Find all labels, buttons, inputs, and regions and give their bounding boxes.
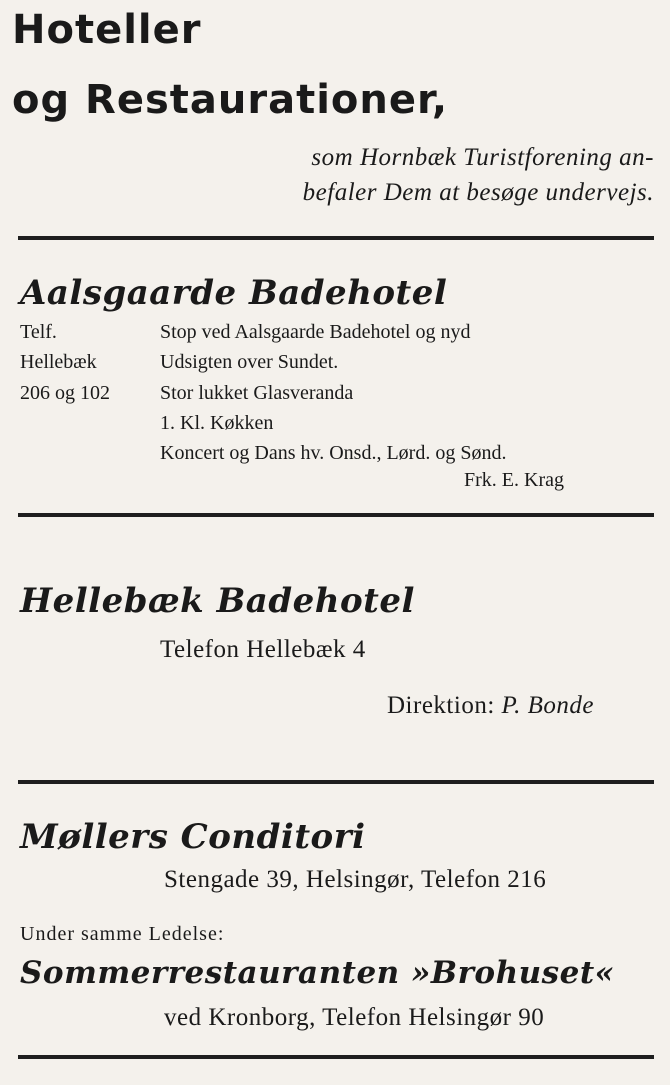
hellebaek-phone: Telefon Hellebæk 4 [160, 636, 366, 663]
mollers-address: Stengade 39, Helsingør, Telefon 216 [164, 866, 547, 893]
divider [18, 513, 654, 517]
aalsgaarde-detail: Stop ved Aalsgaarde Badehotel og nyd [160, 321, 471, 343]
brohuset-name: Sommerrestauranten »Brohuset« [20, 955, 615, 991]
aalsgaarde-signature: Frk. E. Krag [464, 469, 564, 491]
aalsgaarde-name: Aalsgaarde Badehotel [20, 273, 448, 313]
page-title-line2: og Restaurationer, [12, 77, 449, 123]
brohuset-address: ved Kronborg, Telefon Helsingør 90 [164, 1004, 545, 1031]
divider [18, 780, 654, 784]
aalsgaarde-detail: Stor lukket Glasveranda [160, 382, 354, 404]
intro-line2: befaler Dem at besøge undervejs. [302, 179, 654, 206]
aalsgaarde-detail: 1. Kl. Køkken [160, 412, 274, 434]
page-title-line1: Hoteller [12, 7, 202, 53]
hellebaek-name: Hellebæk Badehotel [20, 581, 415, 621]
aalsgaarde-phone-line: 206 og 102 [20, 382, 110, 404]
hellebaek-direction [387, 693, 594, 718]
divider [18, 1055, 654, 1059]
director-name: P. Bonde [501, 692, 594, 719]
divider [18, 236, 654, 240]
mollers-name: Møllers Conditori [20, 817, 366, 857]
intro-line1: som Hornbæk Turistforening an- [311, 144, 654, 171]
aalsgaarde-detail: Koncert og Dans hv. Onsd., Lørd. og Sønd. [160, 442, 507, 464]
same-management-label: Under samme Ledelse: [20, 923, 225, 945]
aalsgaarde-detail: Udsigten over Sundet. [160, 351, 339, 373]
aalsgaarde-phone-line: Hellebæk [20, 351, 97, 373]
aalsgaarde-phone-line: Telf. [20, 321, 57, 343]
direction-label: Direktion: [387, 692, 495, 719]
